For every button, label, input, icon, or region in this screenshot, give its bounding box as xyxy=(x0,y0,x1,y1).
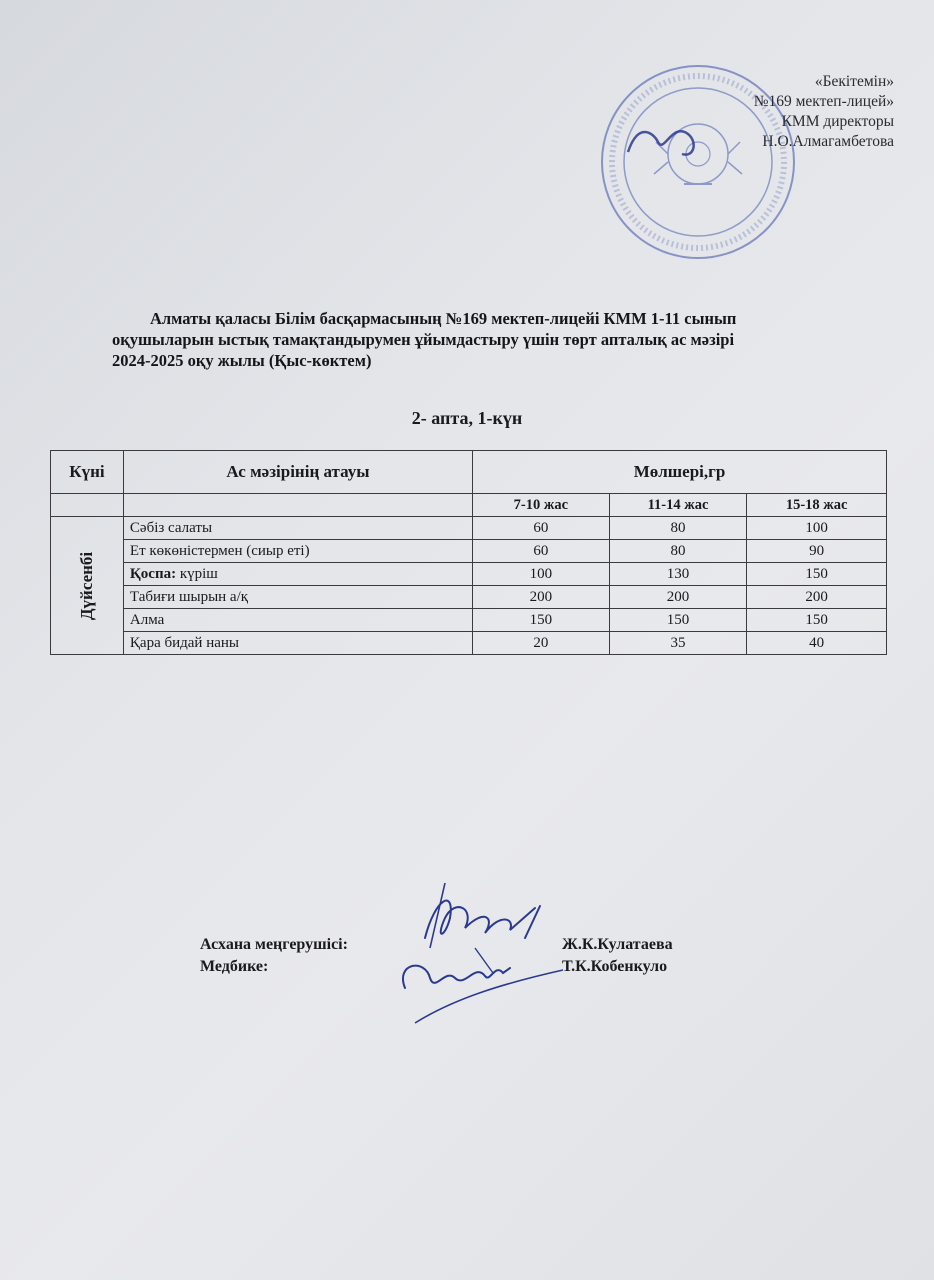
amount-cell: 35 xyxy=(609,632,747,655)
table-header-row xyxy=(51,451,887,494)
table-row xyxy=(51,517,887,540)
signature-row xyxy=(200,956,720,978)
signature-row xyxy=(200,934,720,956)
menu-table xyxy=(50,450,887,655)
approval-line: Н.О.Алмагамбетова xyxy=(762,133,894,150)
amount-cell: 130 xyxy=(609,563,747,586)
table-row xyxy=(51,540,887,563)
table-row xyxy=(51,563,887,586)
signature-block xyxy=(200,934,720,978)
amount-cell: 90 xyxy=(747,540,887,563)
amount-cell: 200 xyxy=(747,586,887,609)
amount-cell: 60 xyxy=(473,540,610,563)
header-dish: Ас мәзірінің атауы xyxy=(123,451,472,494)
amount-cell: 150 xyxy=(747,609,887,632)
amount-cell: 200 xyxy=(609,586,747,609)
dish-name: Алма xyxy=(123,609,472,632)
approval-line: «Бекітемін» xyxy=(814,73,894,90)
age-group: 7-10 жас xyxy=(473,494,610,517)
title-line: 2024-2025 оқу жылы (Қыс-көктем) xyxy=(112,351,372,370)
amount-cell: 150 xyxy=(747,563,887,586)
signatory-role: Медбике: xyxy=(200,958,269,975)
table-row xyxy=(51,632,887,655)
age-group: 11-14 жас xyxy=(609,494,747,517)
week-day-subtitle: 2- апта, 1-күн xyxy=(411,408,523,428)
dish-name: Табиғи шырын а/қ xyxy=(123,586,472,609)
amount-cell: 100 xyxy=(473,563,610,586)
table-row xyxy=(51,586,887,609)
day-cell xyxy=(51,517,124,655)
dish-name: Ет көкөністермен (сиыр еті) xyxy=(123,540,472,563)
signatory-role: Асхана меңгерушісі: xyxy=(200,936,348,953)
age-group-row xyxy=(51,494,887,517)
age-group: 15-18 жас xyxy=(747,494,887,517)
amount-cell: 60 xyxy=(473,517,610,540)
approval-block xyxy=(754,72,894,152)
header-amount: Мөлшері,гр xyxy=(473,451,887,494)
day-label: Дүйсенбі xyxy=(76,551,96,620)
amount-cell: 40 xyxy=(747,632,887,655)
amount-cell: 150 xyxy=(609,609,747,632)
dish-name: Сәбіз салаты xyxy=(123,517,472,540)
header-day: Күні xyxy=(51,451,124,494)
amount-cell: 150 xyxy=(473,609,610,632)
document-title xyxy=(112,308,892,371)
title-line: Алматы қаласы Білім басқармасының №169 мектеп-лицейі КММ 1-11 сынып xyxy=(150,309,737,328)
amount-cell: 20 xyxy=(473,632,610,655)
amount-cell: 200 xyxy=(473,586,610,609)
title-line: оқушыларын ыстық тамақтандырумен ұйымдастыру үшін төрт апталық ас мәзірі xyxy=(112,330,735,349)
approval-line: КММ директоры xyxy=(781,113,894,130)
table-row xyxy=(51,609,887,632)
dish-name: Қара бидай наны xyxy=(123,632,472,655)
amount-cell: 100 xyxy=(747,517,887,540)
signatory-name: Ж.К.Кулатаева xyxy=(562,936,673,953)
dish-name: Қоспа: күріш xyxy=(123,563,472,586)
signatory-name: Т.К.Кобенкуло xyxy=(562,958,668,975)
emblem-icon xyxy=(654,124,742,184)
amount-cell: 80 xyxy=(609,517,747,540)
approval-line: №169 мектеп-лицей» xyxy=(753,93,894,110)
amount-cell: 80 xyxy=(609,540,747,563)
